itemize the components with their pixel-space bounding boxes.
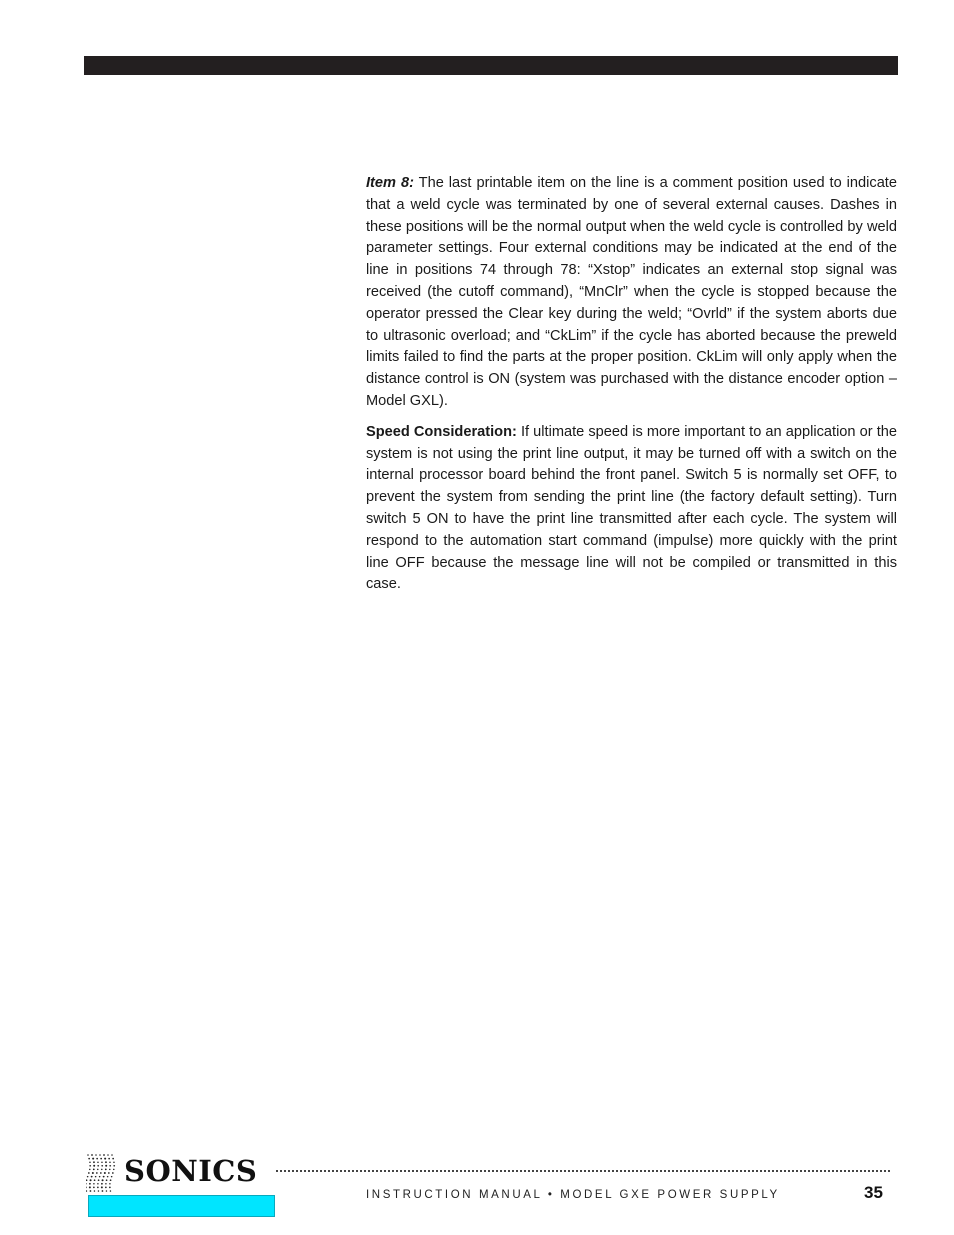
paragraph-speed-consideration bbox=[366, 422, 897, 596]
paragraph-text: If ultimate speed is more important to an application or the system is not using the print line output, it may be turned off with a switch on the internal processor board behind the front panel. Switch 5 is normally set OFF, to prevent the system from sending the print line (the factory default setting). Turn switch 5 ON to have the print line transmitted after each cycle. The system will respond to the automation start command (impulse) more quickly with the print line OFF because the message line will not be compiled or transmitted in this case. bbox=[366, 423, 897, 593]
manual-title: INSTRUCTION MANUAL • MODEL GXE POWER SUPPLY bbox=[366, 1189, 780, 1201]
footer-dotted-leader bbox=[276, 1170, 890, 1172]
footer-accent-bar bbox=[88, 1195, 275, 1217]
header-bar bbox=[84, 56, 898, 75]
paragraph-text: The last printable item on the line is a comment position used to indicate that a weld cycle was terminated by one of several external causes. Dashes in these positions will be the normal output when the weld cycle is controlled by weld parameter settings. Four external conditions may be indicated at the end of the line in positions 74 through 78: “Xstop” indicates an external stop signal was received (the cutoff command), “MnClr” when the cycle is stopped because the operator pressed the Clear key during the weld; “Ovrld” if the system aborts due to ultrasonic overload; and “CkLim” if the cycle has aborted because the preweld limits failed to find the parts at the proper position. CkLim will only apply when the distance control is ON (system was purchased with the distance encoder option – Model GXL). bbox=[366, 175, 897, 409]
paragraph-item-8 bbox=[366, 173, 897, 413]
page-number: 35 bbox=[864, 1183, 883, 1202]
sonics-logo-text: SONICS bbox=[124, 1154, 258, 1188]
paragraph-lead: Item 8: bbox=[366, 175, 414, 191]
page-footer bbox=[0, 1145, 954, 1235]
paragraph-lead: Speed Consideration: bbox=[366, 423, 517, 440]
body-content bbox=[366, 173, 897, 605]
sonics-logo-mark-icon bbox=[86, 1153, 116, 1193]
